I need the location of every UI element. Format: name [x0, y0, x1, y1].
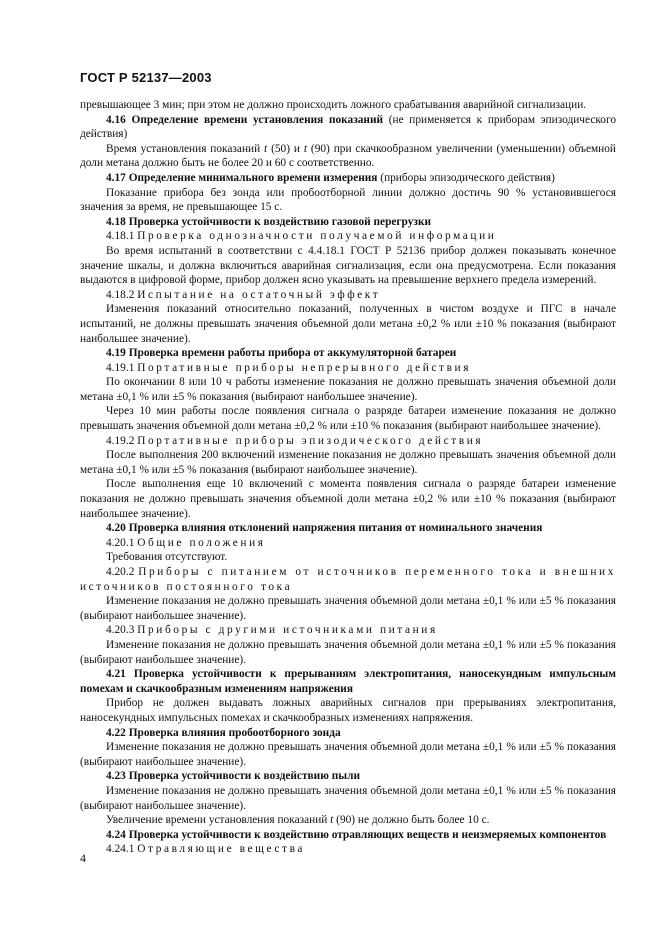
paragraph-text: Во время испытаний в соответствии с 4.4.18.1 ГОСТ Р 52136 прибор должен показывать конечное значение шкалы, и должна включиться аварийная сигнализация, если она предусмотрена. Если показания выдаются в цифровой форме, прибор должен ясно указывать на превышение верхнего предела измерений.	[80, 244, 616, 287]
paragraph	[80, 302, 616, 346]
page-number: 4	[80, 851, 86, 865]
paragraph-text: Изменение показания не должно превышать значения объемной доли метана ±0,1 % или ±5 % показания (выбирают наибольшее значение).	[80, 741, 616, 768]
paragraph-text: t	[330, 814, 334, 827]
paragraph-text: 4.24.1	[106, 843, 138, 856]
section-heading-text: 4.23 Проверка устойчивости к воздействию пыли	[106, 770, 360, 783]
paragraph-text: Время установления показаний	[106, 142, 265, 155]
paragraph	[80, 828, 616, 843]
paragraph	[80, 404, 616, 433]
paragraph	[80, 375, 616, 404]
paragraph	[80, 623, 616, 638]
paragraph-text: превышающее 3 мин; при этом не должно происходить ложного срабатывания аварийной сигнализации.	[80, 99, 587, 111]
paragraph-text: Изменения показаний относительно показаний, полученных в чистом воздухе и ПГС в начале испытаний, не должны превышать значения объемной доли метана ±0,2 % или ±10 % показания (выбирают наибольшее значение).	[80, 303, 616, 345]
paragraph	[80, 434, 616, 449]
paragraph-text: 4.20.3	[106, 624, 138, 637]
section-heading-text: 4.22 Проверка влияния пробоотборного зонда	[106, 726, 341, 739]
paragraph	[80, 229, 616, 244]
paragraph	[80, 171, 616, 186]
paragraph-text: Через 10 мин работы после появления сигнала о разряде батареи изменение показания не должно превышать значения объемной доли метана ±0,2 % или ±10 % показания (выбирают наибольшее значение).	[80, 405, 616, 433]
paragraph-text: (приборы эпизодического действия)	[377, 171, 555, 184]
section-heading-text: 4.21 Проверка устойчивости к прерываниям электропитания, наносекундным импульсным помехам и скачкообразным изменениям напряжения	[80, 668, 616, 695]
section-heading-text: 4.17 Определение минимального времени измерения	[106, 171, 378, 184]
paragraph-text: (50) и	[267, 142, 304, 155]
paragraph	[80, 186, 616, 215]
paragraph-text: 4.18.1	[106, 230, 138, 243]
paragraph	[80, 842, 616, 857]
paragraph-text: Увеличение времени установления показаний	[106, 814, 331, 827]
paragraph-text: 4.18.2	[106, 288, 138, 301]
paragraph-text: По окончании 8 или 10 ч работы изменение показания не должно превышать значения объемной доли метана ±0,1 % или ±5 % показания (выбирают наибольшее значение).	[80, 376, 616, 403]
paragraph-text: (90) не должно быть более 10 с.	[333, 814, 490, 827]
paragraph	[80, 288, 616, 303]
subsection-title-text: Приборы с другими источниками питания	[137, 624, 438, 637]
paragraph-text: Изменение показания не должно превышать значения объемной доли метана ±0,1 % или ±5 % показания (выбирают наибольшее значение).	[80, 784, 616, 812]
paragraph	[80, 740, 616, 769]
paragraph-text: После выполнения еще 10 включений с момента появления сигнала о разряде батареи изменение показания не должно превышать значения объемной доли метана ±0,2 % или ±10 % показания (выбирают наибольшее значение).	[80, 478, 616, 520]
paragraph-text: Изменение показания не должно превышать значения объемной доли метана ±0,1 % или ±5 % показания (выбирают наибольшее значение).	[80, 638, 616, 666]
paragraph	[80, 98, 616, 113]
subsection-title-text: Портативные приборы непрерывного действия	[137, 361, 472, 374]
document-body	[80, 98, 616, 857]
paragraph-text: t	[303, 142, 308, 155]
paragraph	[80, 361, 616, 376]
subsection-title-text: Общие положения	[137, 536, 266, 549]
paragraph	[80, 769, 616, 784]
paragraph-text: Изменение показания не должно превышать значения объемной доли метана ±0,1 % или ±5 % показания (выбирают наибольшее значение).	[80, 595, 616, 622]
paragraph-text: После выполнения 200 включений изменение показания не должно превышать значения объемной доли метана ±0,1 % или ±5 % показания (выбирают наибольшее значение).	[80, 449, 616, 476]
paragraph-text: Прибор не должен выдавать ложных аварийных сигналов при прерываниях электропитания, наносекундных импульсных помехах и скачкообразных изменениях напряжения.	[80, 697, 616, 724]
document-header: ГОСТ Р 52137—2003	[80, 70, 212, 85]
paragraph	[80, 477, 616, 521]
paragraph	[80, 784, 616, 813]
subsection-title-text: Испытание на остаточный эффект	[137, 288, 381, 301]
section-heading-text: 4.20 Проверка влияния отклонений напряжения питания от номинального значения	[106, 522, 543, 535]
paragraph	[80, 565, 616, 594]
paragraph	[80, 536, 616, 551]
paragraph-text: (90) при скачкообразном увеличении (уменьшении) объемной доли метана должно быть не более 20 и 60 с соответственно.	[80, 142, 616, 170]
paragraph	[80, 696, 616, 725]
paragraph	[80, 448, 616, 477]
paragraph	[80, 215, 616, 230]
paragraph	[80, 346, 616, 361]
section-heading-text: 4.16 Определение времени установления показаний	[106, 113, 384, 126]
paragraph	[80, 113, 616, 142]
subsection-title-text: Приборы с питанием от источников переменного тока и внешних источников постоянного тока	[80, 566, 616, 593]
paragraph	[80, 142, 616, 171]
paragraph-text: (не применяется к приборам эпизодического действия)	[80, 113, 616, 141]
paragraph	[80, 550, 616, 565]
paragraph	[80, 521, 616, 536]
paragraph-text: t	[264, 142, 268, 155]
paragraph-text: 4.19.2	[106, 434, 138, 447]
paragraph	[80, 726, 616, 741]
paragraph	[80, 813, 616, 828]
section-heading-text: 4.18 Проверка устойчивости к воздействию газовой перегрузки	[106, 215, 432, 228]
paragraph-text: 4.19.1	[106, 361, 138, 374]
paragraph	[80, 638, 616, 667]
paragraph	[80, 244, 616, 288]
subsection-title-text: Отравляющие вещества	[137, 843, 306, 856]
paragraph	[80, 667, 616, 696]
subsection-title-text: Портативные приборы эпизодического действия	[137, 434, 484, 447]
paragraph-text: 4.20.1	[106, 536, 138, 549]
paragraph-text: 4.20.2	[106, 566, 139, 578]
section-heading-text: 4.19 Проверка времени работы прибора от аккумуляторной батареи	[106, 347, 457, 360]
subsection-title-text: Проверка однозначности получаемой информации	[137, 230, 497, 243]
section-heading-text: 4.24 Проверка устойчивости к воздействию отравляющих веществ и неизмеряемых компонентов	[106, 828, 607, 841]
paragraph	[80, 594, 616, 623]
paragraph-text: Требования отсутствуют.	[106, 551, 228, 564]
paragraph-text: Показание прибора без зонда или пробоотборной линии должно достичь 90 % установившегося значения за время, не превышающее 15 с.	[80, 186, 616, 214]
